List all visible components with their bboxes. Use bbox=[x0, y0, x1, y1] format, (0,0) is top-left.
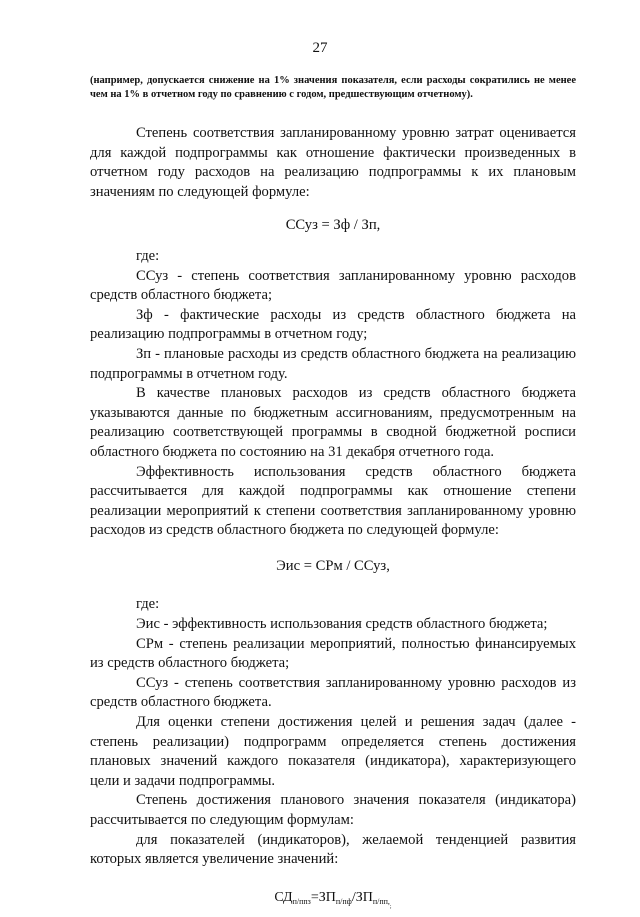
formula-sd-tail: , bbox=[387, 896, 390, 906]
paragraph-indicator-degree: Степень достижения планового значения показателя (индикатора) рассчитывается по следующим формулам: bbox=[90, 792, 576, 828]
paragraph-cost-compliance: Степень соответствия запланированному уровню затрат оценивается для каждой подпрограммы как отношение фактически произведенных в отчетном году расходов на реализацию подпрограммы к их плановым значениям по следующей формуле: bbox=[90, 125, 576, 200]
formula-ssuz: ССуз = Зф / Зп, bbox=[285, 217, 381, 234]
formula-sd bbox=[90, 870, 576, 917]
page-content bbox=[90, 74, 576, 917]
formula-sd-tail2: ; bbox=[389, 903, 392, 910]
definition-ssuz: ССуз - степень соответствия запланированному уровню расходов средств областного бюджета; bbox=[90, 267, 576, 304]
formula-sd-lhs: СД bbox=[274, 889, 293, 905]
footnote-text: (например, допускается снижение на 1% значения показателя, если расходы сократились не менее чем на 1% в отчетном году по сравнению с годом, предшествующим отчетному). bbox=[90, 75, 576, 100]
formula-sd-eq: = bbox=[310, 889, 319, 905]
formula-sd-den-sub: п/пп bbox=[372, 896, 388, 906]
where-label: где: bbox=[136, 596, 160, 613]
formula-sd-num-sub: п/пф bbox=[335, 896, 352, 906]
formula-sd-num: ЗП bbox=[318, 889, 336, 905]
formula-sd-lhs-sub: п/ппз bbox=[292, 896, 311, 906]
where-label: где: bbox=[136, 247, 160, 264]
paragraph-planned-expenses: В качестве плановых расходов из средств областного бюджета указываются данные по бюджетным ассигнованиям, предусмотренным на реализацию соответствующей программы в сводной бюджетной росписи областного бюджета по состоянию на 31 декабря отчетного года. bbox=[90, 385, 576, 460]
page-number: 27 bbox=[312, 40, 328, 56]
formula-sd-den: ЗП bbox=[355, 889, 373, 905]
formula-sd-div: / bbox=[351, 889, 356, 905]
paragraph-goal-achievement: Для оценки степени достижения целей и решения задач (далее - степень реализации) подпрограмм определяется степень достижения плановых значений каждого показателя (индикатора), характеризующего цели и задачи подпрограммы. bbox=[90, 714, 576, 789]
definition-srm: СРм - степень реализации мероприятий, полностью финансируемых из средств областного бюджета; bbox=[90, 635, 576, 672]
definition-zf: Зф - фактические расходы из средств областного бюджета на реализацию подпрограммы в отчетном году; bbox=[90, 306, 576, 343]
formula-eis: Эис = СРм / ССуз, bbox=[276, 557, 390, 574]
definition-eis: Эис - эффективность использования средств областного бюджета; bbox=[136, 616, 548, 633]
paragraph-efficiency: Эффективность использования средств областного бюджета рассчитывается для каждой подпрограммы как отношение степени реализации мероприятий к степени соответствия запланированному уровню расходов из средств областного бюджета по следующей формуле: bbox=[90, 463, 576, 539]
paragraph-increase-indicators: для показателей (индикаторов), желаемой тенденцией развития которых является увеличение значений: bbox=[90, 831, 576, 868]
definition-zp: Зп - плановые расходы из средств областного бюджета на реализацию подпрограммы в отчетном году. bbox=[90, 345, 576, 382]
definition-ssuz: ССуз - степень соответствия запланированному уровню расходов из средств областного бюджета. bbox=[90, 674, 576, 711]
